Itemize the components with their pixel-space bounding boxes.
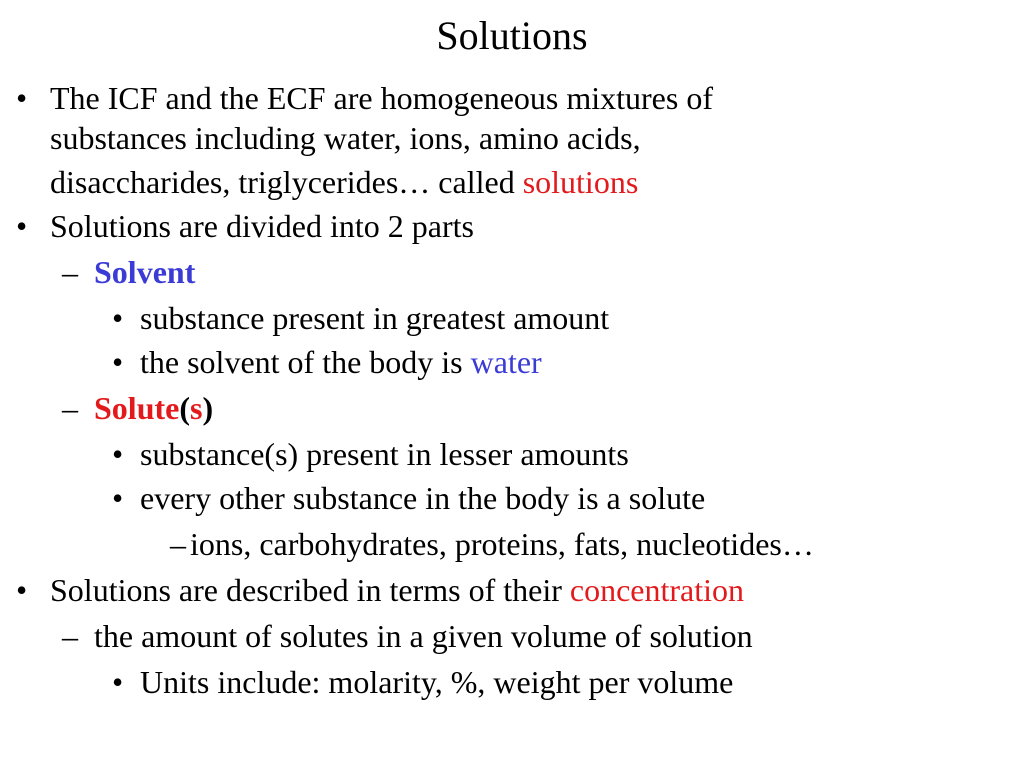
concentration-units: Units include: molarity, %, weight per volume	[140, 664, 734, 700]
solute-heading	[94, 386, 213, 430]
solvent-item-1: substance present in greatest amount	[140, 300, 610, 336]
bullet-3-text-body: Solutions are described in terms of their	[50, 572, 570, 608]
dash-marker: –	[62, 618, 78, 654]
solute-paren-letter: s	[190, 390, 203, 426]
bullet-marker: •	[112, 436, 124, 472]
solutions-highlight: solutions	[522, 164, 639, 200]
bullet-marker: •	[112, 344, 124, 380]
slide-title: Solutions	[436, 13, 588, 58]
bullet-marker: •	[112, 300, 124, 336]
solvent-label: Solvent	[94, 254, 196, 290]
solute-label: Solute	[94, 390, 180, 426]
bullet-3-text	[50, 568, 744, 612]
bullet-marker: •	[16, 572, 28, 608]
dash-marker: –	[62, 390, 78, 426]
bullet-marker: •	[16, 80, 28, 116]
bullet-marker: •	[16, 208, 28, 244]
solvent-item-2	[140, 340, 542, 384]
bullet-marker: •	[112, 664, 124, 700]
dash-marker: –	[170, 526, 186, 562]
bullet-1-line-2: substances including water, ions, amino acids,	[50, 120, 641, 156]
concentration-highlight: concentration	[569, 572, 745, 608]
solvent-heading	[94, 250, 195, 294]
concentration-definition: the amount of solutes in a given volume of solution	[94, 618, 753, 654]
solute-paren-open: (	[179, 390, 190, 426]
water-highlight: water	[470, 344, 542, 380]
bullet-1-line-1: The ICF and the ECF are homogeneous mixtures of	[50, 80, 713, 116]
bullet-1-line-3	[50, 160, 638, 204]
solute-subitem: ions, carbohydrates, proteins, fats, nucleotides…	[190, 526, 814, 562]
bullet-2-text: Solutions are divided into 2 parts	[50, 208, 474, 244]
solvent-item-2-text: the solvent of the body is	[140, 344, 471, 380]
dash-marker: –	[62, 254, 78, 290]
bullet-1-line-3-text: disaccharides, triglycerides… called	[50, 164, 523, 200]
solute-item-1: substance(s) present in lesser amounts	[140, 436, 629, 472]
solute-paren-close: )	[202, 390, 214, 426]
solute-item-2: every other substance in the body is a solute	[140, 480, 706, 516]
bullet-marker: •	[112, 480, 124, 516]
